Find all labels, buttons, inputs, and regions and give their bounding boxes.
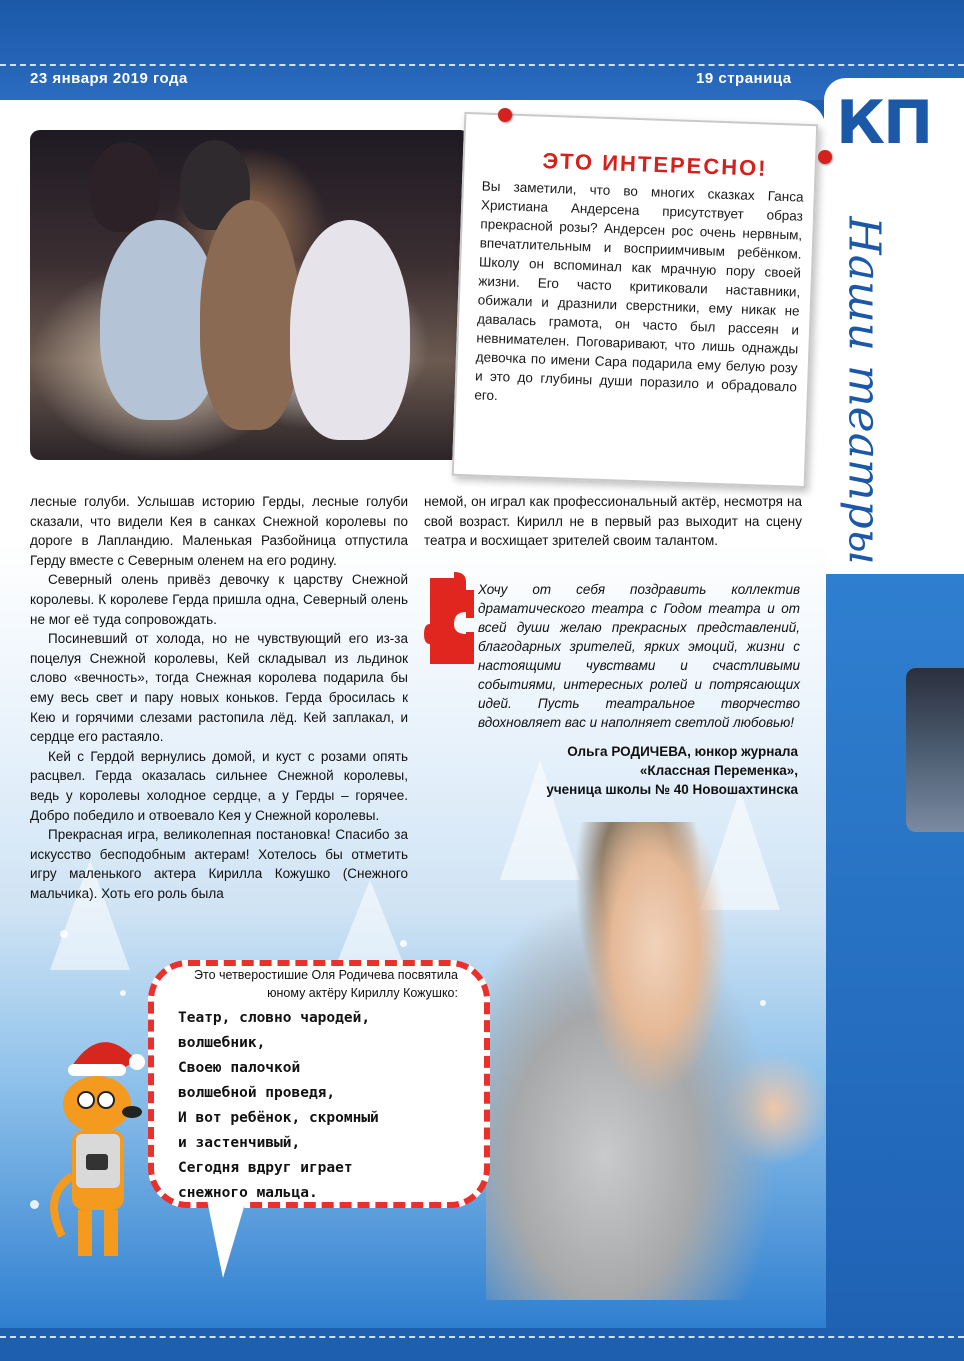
poem-line: волшебной проведя, — [178, 1085, 336, 1101]
pushpin-icon — [818, 150, 832, 164]
article-column-1 — [30, 492, 408, 903]
poem-line: снежного мальца. — [178, 1185, 318, 1201]
mascot-mouse-icon — [42, 1026, 162, 1276]
kp-logo: КП — [836, 88, 932, 158]
poem-line: и застенчивый, — [178, 1135, 301, 1151]
header-dashed-line — [0, 64, 964, 66]
wish-paragraph: Хочу от себя поздравить коллектив драматического театра с Годом театра и от всей души желаю прекрасных представлений, благодарных зрителей, ярких эмоций, жизни с настоящими чувствами и счастливыми событиями, интересных ролей и потрясающих идей. Пусть театральное творчество вдохновляет вас и наполняет светлой любовью! — [478, 582, 800, 730]
note-title: ЭТО ИНТЕРЕСНО! — [542, 148, 768, 181]
footer-dashed-line — [0, 1336, 964, 1338]
snowflake — [120, 990, 126, 996]
page-number: 19 страница — [696, 70, 792, 87]
section-title-wrap — [834, 210, 894, 570]
article-column-2 — [424, 492, 802, 551]
signature-line: ученица школы № 40 Новошахтинска — [546, 782, 798, 797]
puzzle-icon — [424, 572, 474, 664]
snowflake — [400, 940, 407, 947]
bubble-intro: Это четверостишие Оля Родичева посвятила юному актёру Кириллу Кожушко: — [194, 968, 458, 1000]
snowflake — [30, 1200, 39, 1209]
actor-figure — [290, 220, 410, 440]
actor-figure — [200, 200, 300, 430]
signature — [478, 742, 798, 799]
paragraph: Посиневший от холода, но не чувствующий его из-за поцелуя Снежной королевы, Кей складывал из льдинок слово «вечность», тогда Снежная королева подарила бы ему весь свет и пару новых коньков. Герда бросилась к Кею и горячими слезами растопила лёд. Кей заплакал, и сердце его растаяло. — [30, 631, 408, 745]
signature-line: Ольга РОДИЧЕВА, юнкор журнала — [567, 744, 798, 759]
poem-line: Сегодня вдруг играет — [178, 1160, 353, 1176]
poem-line: И вот ребёнок, скромный — [178, 1110, 379, 1126]
actor-figure — [90, 142, 160, 232]
section-title: Наши театры — [838, 215, 890, 565]
paragraph: Прекрасная игра, великолепная постановка! Спасибо за искусство бесподобным актерам! Хотелось бы отметить игру маленького актера Кирилла Кожушко (Снежного мальчика). Хоть его роль была — [30, 827, 408, 901]
poem-line: Своею палочкой — [178, 1060, 301, 1076]
poem-line: волшебник, — [178, 1035, 266, 1051]
side-photo — [906, 668, 964, 832]
pushpin-icon — [498, 108, 512, 122]
paragraph: Кей с Гердой вернулись домой, и куст с розами опять расцвел. Герда оказалась сильнее Снежной королевы, ведь у королевы холодное сердце, а у Герды – горячее. Добро победило и отвоевало Кея у Снежной королевы. — [30, 748, 408, 823]
note-text: Вы заметили, что во многих сказках Ганса Христиана Андерсена присутствует образ прекрасной розы? Андерсен рос очень нервным, впечатлительным и восприимчивым ребёнком. Школу он вспоминал как мрачную пору своей жизни. Его часто критиковали наставники, обижали и дразнили сверстники, ему никак не давалась грамота, он часто был рассеян и невнимателен. Поговаривают, что лишь однажды девочка по имени Сара подарила ему белую розу и это до глубины души поразило и обрадовало его. — [474, 178, 804, 404]
paragraph: немой, он играл как профессиональный актёр, несмотря на свой возраст. Кирилл не в первый раз выходит на сцену театра и восхищает зрителей своим талантом. — [424, 494, 802, 549]
paragraph: Северный олень привёз девочку к царству Снежной королевы. К королеве Герда пришла одна, Северный олень не мог её туда сопровождать. — [30, 572, 408, 627]
snowflake — [60, 930, 68, 938]
boy-actor-photo — [486, 822, 824, 1300]
poem — [178, 1006, 468, 1206]
stage-photo — [30, 130, 470, 460]
poem-line: Театр, словно чародей, — [178, 1010, 371, 1026]
paragraph: лесные голуби. Услышав историю Герды, лесные голуби сказали, что видели Кея в санках Снежной королевы по дороге в Лапландию. Маленькая Разбойница отпустила Герду вместе с Северным оленем на его родину. — [30, 494, 408, 568]
signature-line: «Классная Переменка», — [639, 763, 798, 778]
issue-date: 23 января 2019 года — [30, 70, 188, 87]
